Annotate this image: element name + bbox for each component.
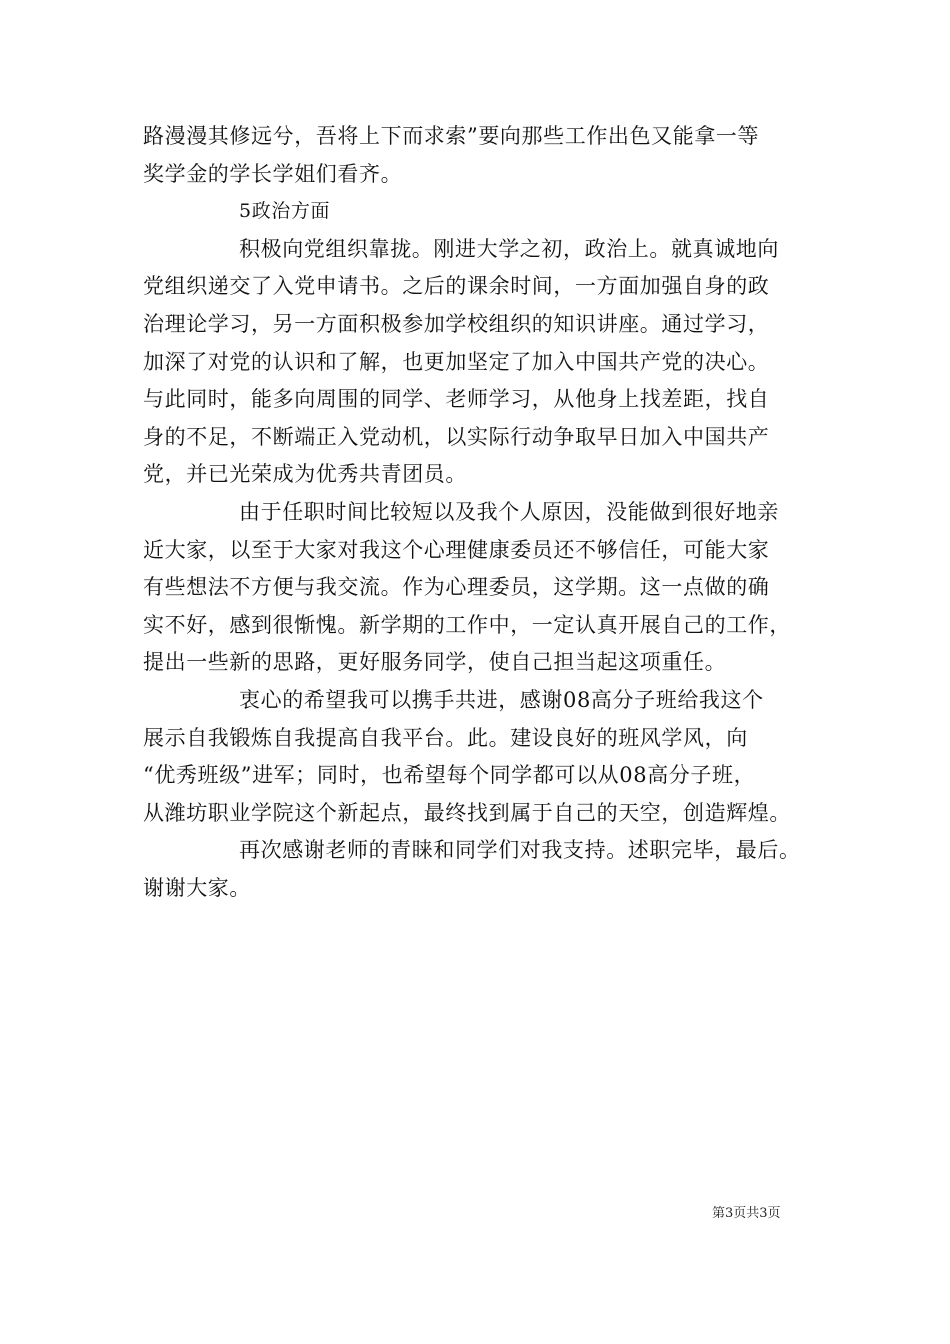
text-line: 党，并已光荣成为优秀共青团员。 — [143, 462, 467, 487]
text-line: 加深了对党的认识和了解，也更加坚定了加入中国共产党的决心。 — [143, 349, 770, 374]
text-line: 近大家，以至于大家对我这个心理健康委员还不够信任，可能大家 — [143, 537, 770, 562]
text-line: 实不好，感到很惭愧。新学期的工作中，一定认真开展自己的工作， — [143, 612, 791, 637]
paragraph-first-line: 积极向党组织靠拢。刚进大学之初，政治上。就真诚地向 — [239, 236, 779, 261]
text-line: 路漫漫其修远兮，吾将上下而求索”要向那些工作出色又能拿一等 — [143, 124, 760, 148]
document-body — [143, 118, 823, 907]
text-line: 谢谢大家。 — [143, 875, 251, 900]
paragraph-first-line: 由于任职时间比较短以及我个人原因，没能做到很好地亲 — [239, 499, 779, 524]
page-number-footer: 第3页共3页 — [712, 1206, 781, 1221]
text-line: 从潍坊职业学院这个新起点，最终找到属于自己的天空，创造辉煌。 — [143, 800, 791, 825]
text-line: 有些想法不方便与我交流。作为心理委员，这学期。这一点做的确 — [143, 575, 770, 600]
text-line: 身的不足，不断端正入党动机，以实际行动争取早日加入中国共产 — [143, 424, 770, 449]
text-line: “优秀班级”进军；同时，也希望每个同学都可以从08高分子班， — [143, 763, 756, 788]
text-line: 提出一些新的思路，更好服务同学，使自己担当起这项重任。 — [143, 650, 727, 675]
text-line: 治理论学习，另一方面积极参加学校组织的知识讲座。通过学习， — [143, 311, 770, 336]
paragraph-first-line: 衷心的希望我可以携手共进，感谢08高分子班给我这个 — [239, 687, 764, 712]
paragraph-first-line: 再次感谢老师的青睐和同学们对我支持。述职完毕，最后。 — [239, 838, 801, 863]
text-line: 党组织递交了入党申请书。之后的课余时间，一方面加强自身的政 — [143, 274, 770, 299]
text-line: 与此同时，能多向周围的同学、老师学习，从他身上找差距，找自 — [143, 387, 770, 412]
text-line: 奖学金的学长学姐们看齐。 — [143, 161, 403, 186]
section-heading: 5政治方面 — [239, 200, 331, 223]
text-line: 展示自我锻炼自我提高自我平台。此。建设良好的班风学风，向 — [143, 725, 748, 750]
